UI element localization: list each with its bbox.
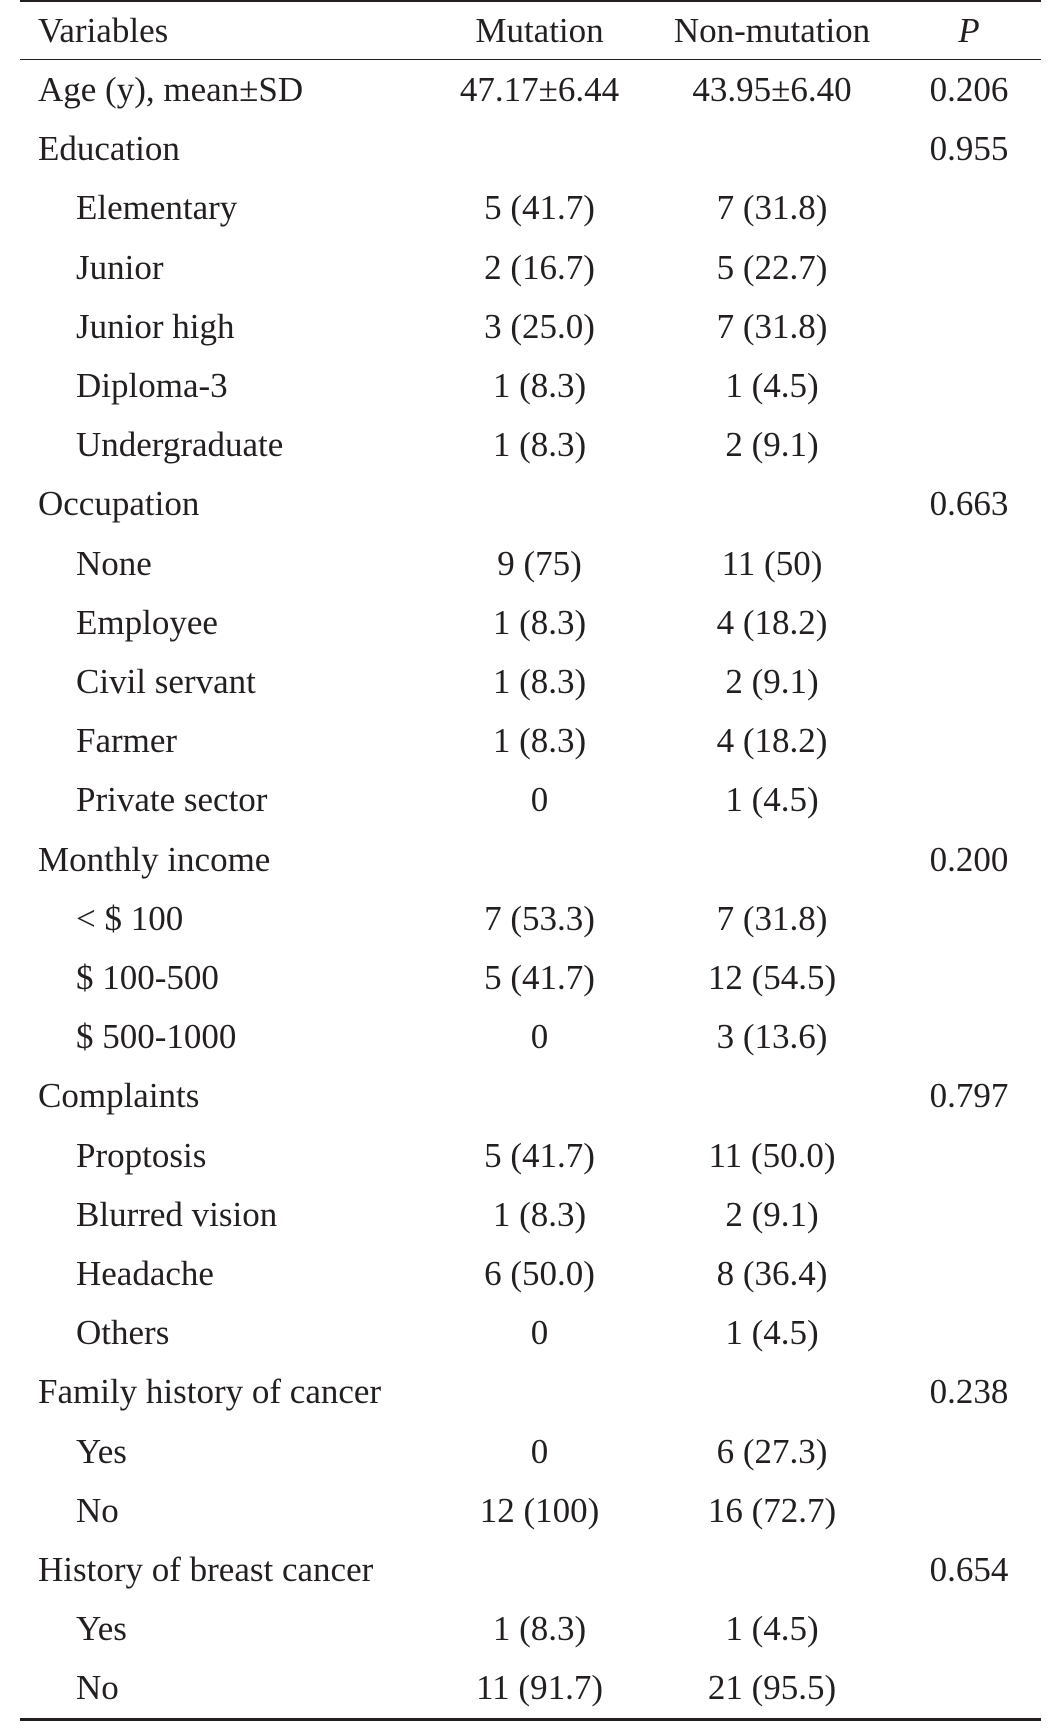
- row-mutation-value: 0: [530, 1017, 549, 1057]
- table-body: [20, 60, 1041, 1720]
- row-label: $ 500-1000: [76, 1017, 237, 1057]
- row-p-value: 0.663: [929, 484, 1009, 524]
- row-mutation-value: [432, 1540, 647, 1599]
- table-row-subcategory: [20, 948, 1041, 1007]
- row-p-value: 0.955: [929, 129, 1009, 169]
- table-row-variable: [20, 1540, 1041, 1599]
- row-non-mutation-value: 8 (36.4): [716, 1254, 828, 1294]
- row-non-mutation-value: 12 (54.5): [707, 958, 837, 998]
- row-p-value: [897, 178, 1041, 237]
- row-non-mutation-value: 1 (4.5): [725, 780, 819, 820]
- row-mutation-value: 0: [530, 1313, 549, 1353]
- table-row-subcategory: [20, 1599, 1041, 1658]
- table-row-subcategory: [20, 1481, 1041, 1540]
- row-p-value: 0.797: [929, 1076, 1009, 1116]
- row-mutation-value: 5 (41.7): [484, 1135, 595, 1175]
- row-label: Others: [76, 1313, 170, 1353]
- row-label: Junior high: [76, 306, 235, 346]
- row-non-mutation-value: 4 (18.2): [716, 721, 828, 761]
- table-row-subcategory: [20, 415, 1041, 474]
- row-mutation-value: 7 (53.3): [484, 898, 595, 938]
- row-mutation-value: 1 (8.3): [492, 1609, 587, 1649]
- row-non-mutation-value: [647, 1066, 897, 1125]
- row-non-mutation-value: 43.95±6.40: [692, 70, 852, 109]
- row-label: Elementary: [76, 188, 238, 228]
- table-row-variable: [20, 474, 1041, 533]
- row-mutation-value: [432, 1066, 647, 1125]
- table-row-subcategory: [20, 178, 1041, 237]
- row-p-value: [897, 1658, 1041, 1719]
- row-mutation-value: [432, 830, 647, 889]
- table-row-subcategory: [20, 652, 1041, 711]
- row-non-mutation-value: 16 (72.7): [707, 1490, 837, 1530]
- table-row-subcategory: [20, 1126, 1041, 1185]
- row-label: None: [76, 543, 152, 583]
- row-non-mutation-value: 21 (95.5): [707, 1668, 837, 1708]
- row-mutation-value: 1 (8.3): [492, 721, 587, 761]
- row-p-value: 0.206: [929, 70, 1009, 109]
- row-label: Employee: [76, 602, 218, 642]
- row-mutation-value: [432, 1362, 647, 1421]
- row-mutation-value: 1 (8.3): [492, 1194, 587, 1234]
- row-non-mutation-value: 3 (13.6): [716, 1017, 828, 1057]
- row-non-mutation-value: 1 (4.5): [725, 366, 819, 406]
- row-label: History of breast cancer: [38, 1550, 374, 1590]
- row-p-value: [897, 297, 1041, 356]
- row-non-mutation-value: 6 (27.3): [716, 1431, 828, 1471]
- table-row-subcategory: [20, 593, 1041, 652]
- row-p-value: [897, 1126, 1041, 1185]
- row-label: Yes: [76, 1609, 127, 1649]
- row-p-value: [897, 711, 1041, 770]
- row-non-mutation-value: 11 (50.0): [708, 1135, 836, 1175]
- row-mutation-value: 1 (8.3): [492, 602, 587, 642]
- row-mutation-value: 9 (75): [497, 543, 582, 583]
- row-label: Family history of cancer: [38, 1372, 382, 1412]
- row-p-value: [897, 356, 1041, 415]
- row-non-mutation-value: [647, 119, 897, 178]
- characteristics-table-container: [20, 0, 1041, 1721]
- row-non-mutation-value: 2 (9.1): [725, 662, 819, 702]
- row-p-value: [897, 593, 1041, 652]
- row-mutation-value: [432, 474, 647, 533]
- row-non-mutation-value: [647, 1540, 897, 1599]
- row-label: Proptosis: [76, 1135, 207, 1175]
- table-row-subcategory: [20, 770, 1041, 829]
- row-p-value: [897, 1481, 1041, 1540]
- row-label: Civil servant: [76, 662, 256, 702]
- row-label: No: [76, 1490, 119, 1530]
- table-row-variable: [20, 119, 1041, 178]
- row-mutation-value: 1 (8.3): [492, 425, 587, 465]
- row-p-value: [897, 1303, 1041, 1362]
- row-label: Occupation: [38, 484, 200, 524]
- row-p-value: [897, 1599, 1041, 1658]
- row-non-mutation-value: 5 (22.7): [716, 247, 828, 287]
- row-mutation-value: 1 (8.3): [492, 366, 587, 406]
- row-p-value: [897, 1185, 1041, 1244]
- row-mutation-value: 47.17±6.44: [459, 70, 620, 109]
- table-row-subcategory: [20, 1422, 1041, 1481]
- table-row-variable: [20, 830, 1041, 889]
- row-p-value: 0.238: [929, 1372, 1009, 1412]
- table-row-subcategory: [20, 711, 1041, 770]
- row-non-mutation-value: 7 (31.8): [716, 898, 828, 938]
- row-non-mutation-value: [647, 830, 897, 889]
- row-mutation-value: [432, 119, 647, 178]
- table-row-subcategory: [20, 1658, 1041, 1719]
- row-non-mutation-value: 7 (31.8): [716, 188, 828, 228]
- row-label: < $ 100: [76, 898, 184, 938]
- row-label: Diploma-3: [76, 366, 228, 406]
- row-label: No: [76, 1668, 119, 1708]
- row-non-mutation-value: 2 (9.1): [725, 425, 819, 465]
- row-p-value: 0.200: [929, 839, 1009, 879]
- row-p-value: [897, 652, 1041, 711]
- table-row-subcategory: [20, 356, 1041, 415]
- row-p-value: [897, 770, 1041, 829]
- row-p-value: [897, 1007, 1041, 1066]
- table-row-subcategory: [20, 534, 1041, 593]
- row-mutation-value: 0: [530, 780, 549, 820]
- header-row: [20, 1, 1041, 60]
- row-mutation-value: 11 (91.7): [475, 1668, 603, 1708]
- row-p-value: 0.654: [929, 1550, 1009, 1590]
- table-row-subcategory: [20, 1185, 1041, 1244]
- row-label: Age (y), mean±SD: [38, 70, 304, 109]
- table-header: [20, 1, 1041, 60]
- table-row-variable: [20, 60, 1041, 120]
- header-non-mutation: Non-mutation: [673, 11, 871, 50]
- header-mutation: Mutation: [475, 11, 604, 50]
- row-label: Private sector: [76, 780, 268, 820]
- row-p-value: [897, 238, 1041, 297]
- row-non-mutation-value: [647, 474, 897, 533]
- row-mutation-value: 3 (25.0): [484, 306, 595, 346]
- row-label: Headache: [76, 1254, 214, 1294]
- row-mutation-value: 0: [530, 1431, 549, 1471]
- row-label: Complaints: [38, 1076, 200, 1116]
- header-variables: Variables: [38, 11, 169, 50]
- table-row-subcategory: [20, 297, 1041, 356]
- table-row-subcategory: [20, 1244, 1041, 1303]
- row-label: Blurred vision: [76, 1194, 278, 1234]
- row-label: Monthly income: [38, 839, 271, 879]
- table-row-subcategory: [20, 238, 1041, 297]
- row-mutation-value: 6 (50.0): [484, 1254, 595, 1294]
- row-non-mutation-value: 1 (4.5): [725, 1609, 819, 1649]
- table-row-subcategory: [20, 1007, 1041, 1066]
- row-non-mutation-value: [647, 1362, 897, 1421]
- row-non-mutation-value: 7 (31.8): [716, 306, 828, 346]
- row-mutation-value: 1 (8.3): [492, 662, 587, 702]
- table-row-variable: [20, 1362, 1041, 1421]
- row-label: Yes: [76, 1431, 127, 1471]
- table-row-subcategory: [20, 1303, 1041, 1362]
- row-non-mutation-value: 2 (9.1): [725, 1194, 819, 1234]
- row-non-mutation-value: 11 (50): [721, 543, 823, 583]
- row-mutation-value: 12 (100): [479, 1490, 600, 1530]
- table-row-subcategory: [20, 889, 1041, 948]
- characteristics-table: [20, 0, 1041, 1721]
- table-row-variable: [20, 1066, 1041, 1125]
- row-p-value: [897, 1422, 1041, 1481]
- row-label: Farmer: [76, 721, 178, 761]
- row-label: Education: [38, 129, 180, 169]
- header-p-value: P: [958, 11, 980, 50]
- row-p-value: [897, 889, 1041, 948]
- row-label: Undergraduate: [76, 425, 284, 465]
- row-mutation-value: 5 (41.7): [484, 958, 595, 998]
- row-label: $ 100-500: [76, 958, 219, 998]
- row-mutation-value: 5 (41.7): [484, 188, 595, 228]
- row-p-value: [897, 415, 1041, 474]
- row-non-mutation-value: 4 (18.2): [716, 602, 828, 642]
- row-non-mutation-value: 1 (4.5): [725, 1313, 819, 1353]
- row-p-value: [897, 1244, 1041, 1303]
- row-mutation-value: 2 (16.7): [484, 247, 595, 287]
- row-p-value: [897, 948, 1041, 1007]
- row-p-value: [897, 534, 1041, 593]
- row-label: Junior: [76, 247, 164, 287]
